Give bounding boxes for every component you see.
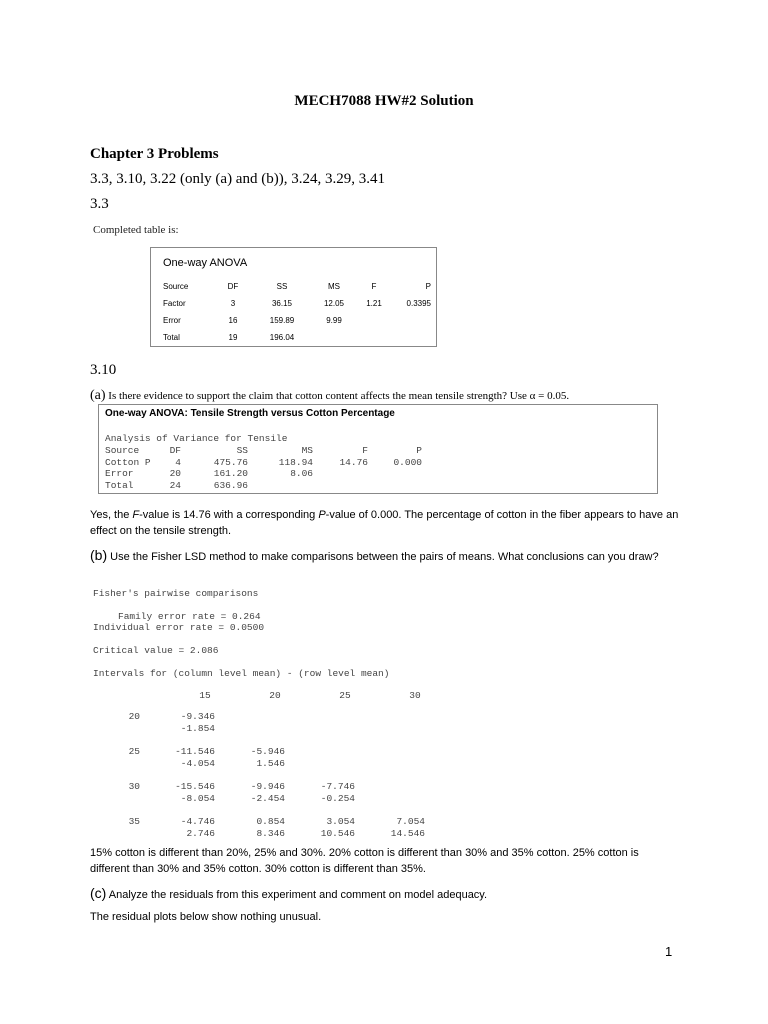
table-header-cell: MS <box>328 282 340 291</box>
table-header-cell: SS <box>276 282 288 291</box>
answer-text: -value of 0.000. The percentage of cotton in the fiber appears to have an effect on the tensile strength. <box>90 509 679 537</box>
question-letter: (a) <box>90 388 106 403</box>
matrix-row-label: 35 <box>128 816 140 827</box>
interval-lower: 7.054 <box>396 816 425 827</box>
table-cell: Total <box>163 333 180 342</box>
table-header-cell: SS <box>236 445 248 457</box>
table-cell <box>368 480 422 492</box>
residual-answer: The residual plots below show nothing unusual. <box>90 911 322 923</box>
table-cell: 12.05 <box>323 299 345 308</box>
answer-text: -value is 14.76 with a corresponding <box>139 509 319 521</box>
interval-lower: -15.546 <box>175 781 215 792</box>
table-header-cell: P <box>425 282 431 291</box>
matrix-row-label: 25 <box>128 746 140 757</box>
interval-upper: 8.346 <box>256 827 285 839</box>
individual-error-rate: Individual error rate = 0.0500 <box>93 622 265 633</box>
interval-upper: 1.546 <box>256 757 285 769</box>
interval-lower: 3.054 <box>326 816 355 827</box>
table-cell <box>368 468 422 480</box>
question-text: Is there evidence to support the claim that cotton content affects the mean tensile strength? Use α = 0.05. <box>105 390 570 402</box>
table-cell: 475.76 <box>213 456 248 468</box>
table-cell <box>357 312 391 329</box>
matrix-column-header: 25 <box>339 690 351 701</box>
table-header-row <box>105 445 422 457</box>
table-cell: 24 <box>169 479 181 491</box>
table-header-cell: Source <box>163 282 189 291</box>
answer-a <box>90 507 680 539</box>
table-cell <box>313 468 368 480</box>
interval-lower: -9.946 <box>250 781 285 792</box>
table-cell: 0.3395 <box>406 299 431 308</box>
table-cell <box>311 329 357 346</box>
matrix-column-header: 15 <box>199 690 211 701</box>
table-cell: 16 <box>228 316 238 325</box>
table-header-cell: MS <box>301 445 313 457</box>
anova-table-title: One-way ANOVA <box>163 257 248 269</box>
table-cell: 0.000 <box>393 456 422 468</box>
matrix-row-label: 30 <box>128 781 140 792</box>
question-letter: (b) <box>90 547 108 563</box>
table-cell <box>391 312 431 329</box>
table-row <box>163 329 431 346</box>
matrix-row-label: 20 <box>128 711 140 722</box>
interval-lower: -4.746 <box>180 816 215 827</box>
table-row <box>163 312 431 329</box>
table-cell: 636.96 <box>213 479 248 491</box>
page-number: 1 <box>665 944 673 959</box>
table-row <box>163 295 431 312</box>
table-cell: Error <box>105 468 134 480</box>
conclusion-b: 15% cotton is different than 20%, 25% and 30%. 20% cotton is different than 30% and 35% cotton. 25% cotton is different than 30% and 35% cotton. 30% cotton is different than 35%. <box>90 847 639 875</box>
interval-upper: -0.254 <box>320 792 355 804</box>
anova-table-grid <box>163 278 431 346</box>
interval-upper: -2.454 <box>250 792 285 804</box>
output-title: One-way ANOVA: Tensile Strength versus Cotton Percentage <box>105 408 395 419</box>
table-header-cell: F <box>371 282 377 291</box>
interval-lower: 0.854 <box>256 816 285 827</box>
table-header-cell: F <box>362 445 368 457</box>
table-cell <box>248 480 313 492</box>
interval-upper: -4.054 <box>180 757 215 769</box>
table-cell: Error <box>163 316 181 325</box>
question-a <box>90 388 690 404</box>
section-label-3-10: 3.10 <box>90 362 117 378</box>
interval-upper: -8.054 <box>180 792 215 804</box>
intervals-label: Intervals for (column level mean) - (row level mean) <box>93 668 390 679</box>
table-cell: Total <box>105 479 134 491</box>
interval-upper: -1.854 <box>180 722 215 734</box>
table-cell: Cotton P <box>105 456 151 468</box>
interval-upper: 2.746 <box>186 827 215 839</box>
answer-italic-f: F <box>132 509 140 521</box>
table-header-row <box>163 278 431 295</box>
matrix-column-header: 20 <box>269 690 281 701</box>
table-row <box>105 480 422 492</box>
table-cell: 19 <box>228 333 238 342</box>
output-table <box>105 445 422 491</box>
table-cell <box>313 480 368 492</box>
section-label-3-3: 3.3 <box>90 196 109 212</box>
table-cell: 3 <box>230 299 236 308</box>
family-error-rate: Family error rate = 0.264 <box>118 611 261 622</box>
table-cell: 36.15 <box>271 299 293 308</box>
table-cell: 14.76 <box>339 456 368 468</box>
interval-lower: -7.746 <box>320 781 355 792</box>
question-letter: (c) <box>90 885 107 901</box>
interval-lower: -5.946 <box>250 746 285 757</box>
answer-italic-p: P <box>318 509 326 521</box>
table-cell: 4 <box>175 456 181 468</box>
chapter-heading: Chapter 3 Problems <box>90 146 219 162</box>
completed-table-label: Completed table is: <box>93 224 179 236</box>
table-row <box>105 457 422 469</box>
minitab-anova-output <box>98 404 658 494</box>
table-cell: 118.94 <box>278 456 313 468</box>
question-text: Use the Fisher LSD method to make comparisons between the pairs of means. What conclusions can you draw? <box>107 551 659 563</box>
table-row <box>105 468 422 480</box>
question-text: Analyze the residuals from this experiment and comment on model adequacy. <box>106 889 488 901</box>
interval-upper: 14.546 <box>390 827 425 839</box>
table-header-cell: Source <box>105 445 140 457</box>
table-cell: 20 <box>169 468 181 480</box>
answer-text: Yes, the <box>90 509 133 521</box>
table-cell: 8.06 <box>290 468 313 480</box>
table-header-cell: P <box>416 445 422 457</box>
interval-lower: -9.346 <box>180 711 215 722</box>
critical-value: Critical value = 2.086 <box>93 645 219 656</box>
output-heading: Analysis of Variance for Tensile <box>105 433 288 444</box>
matrix-column-header: 30 <box>409 690 421 701</box>
question-c <box>90 885 487 901</box>
table-header-cell: DF <box>227 282 239 291</box>
table-cell: Factor <box>163 299 186 308</box>
table-cell <box>357 329 391 346</box>
problem-list: 3.3, 3.10, 3.22 (only (a) and (b)), 3.24, 3.29, 3.41 <box>90 171 385 187</box>
fisher-title: Fisher's pairwise comparisons <box>93 588 259 599</box>
table-cell: 196.04 <box>269 333 295 342</box>
table-cell <box>391 329 431 346</box>
document-title: MECH7088 HW#2 Solution <box>294 93 474 109</box>
table-cell: 1.21 <box>366 299 382 308</box>
question-b <box>90 547 680 565</box>
table-cell: 9.99 <box>326 316 342 325</box>
table-cell: 161.20 <box>213 468 248 480</box>
anova-table-3-3 <box>150 247 437 347</box>
table-header-cell: DF <box>169 445 181 457</box>
interval-upper: 10.546 <box>320 827 355 839</box>
interval-lower: -11.546 <box>175 746 215 757</box>
table-cell: 159.89 <box>269 316 295 325</box>
